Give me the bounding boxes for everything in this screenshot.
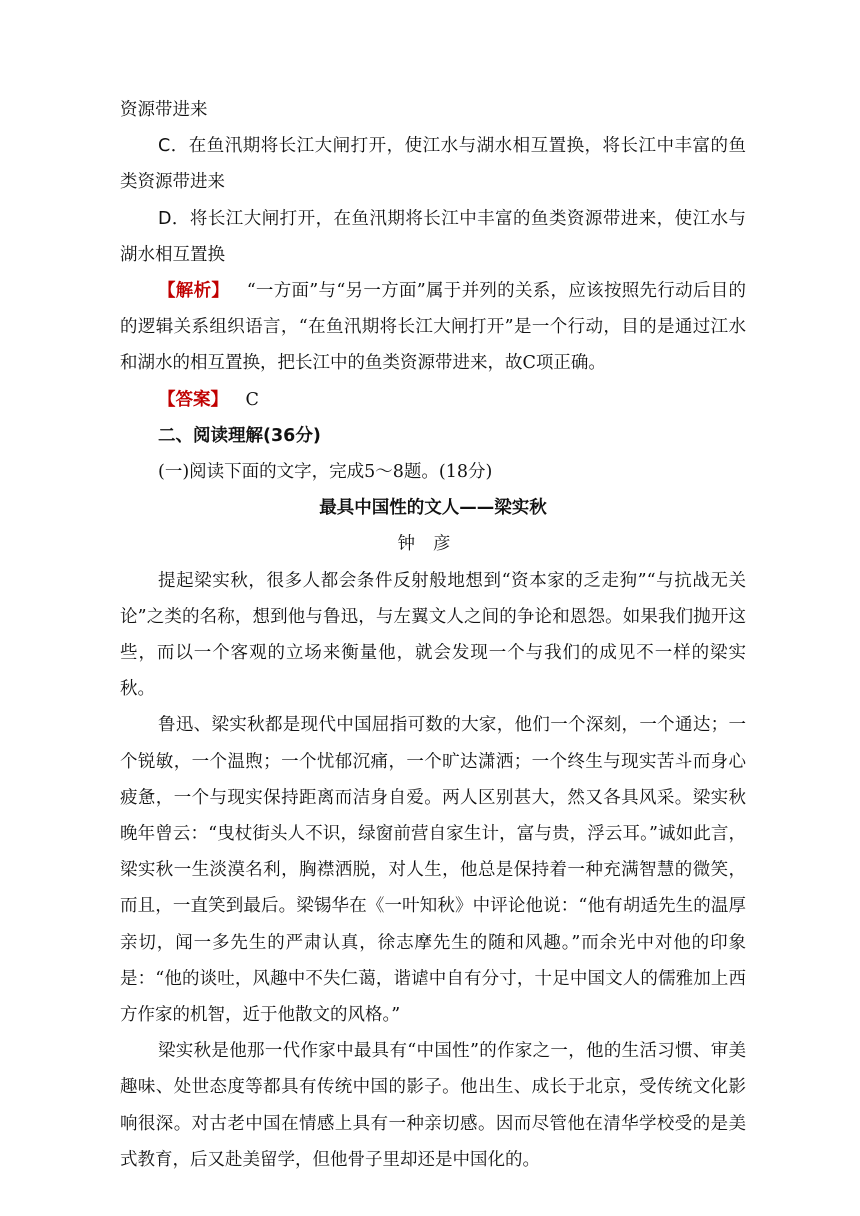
article-title: 最具中国性的文人——梁实秋 bbox=[319, 498, 547, 519]
answer bbox=[120, 382, 746, 418]
article-paragraph-1: 提起梁实秋，很多人都会条件反射般地想到“资本家的乏走狗”“与抗战无关论”之类的名称，想到他与鲁迅，与左翼文人之间的争论和恩怨。如果我们抛开这些，而以一个客观的立场来衡量他，就会发现一个与我们的成见不一样的梁实秋。 bbox=[120, 570, 746, 700]
option-b-continuation: 资源带进来 bbox=[120, 100, 208, 120]
analysis bbox=[120, 273, 746, 382]
analysis-text: “一方面”与“另一方面”属于并列的关系，应该按照先行动后目的的逻辑关系组织语言，“在鱼汛期将长江大闸打开”是一个行动，目的是通过江水和湖水的相互置换，把长江中的鱼类资源带进来，故C项正确。 bbox=[120, 281, 746, 374]
option-d bbox=[120, 201, 746, 273]
option-c bbox=[120, 128, 746, 200]
article-paragraph-2: 鲁迅、梁实秋都是现代中国屈指可数的大家，他们一个深刻，一个通达；一个锐敏，一个温煦；一个忧郁沉痛，一个旷达潇洒；一个终生与现实苦斗而身心疲惫，一个与现实保持距离而洁身自爱。两人区别甚大，然又各具风采。梁实秋晚年曾云：“曳杖街头人不识，绿窗前营自家生计，富与贵，浮云耳。”诚如此言，梁实秋一生淡漠名利，胸襟洒脱，对人生，他总是保持着一种充满智慧的微笑，而且，一直笑到最后。梁锡华在《一叶知秋》中评论他说：“他有胡适先生的温厚亲切，闻一多先生的严肃认真，徐志摩先生的随和风趣。”而余光中对他的印象是：“他的谈吐，风趣中不失仁蔼，谐谑中自有分寸，十足中国文人的儒雅加上西方作家的机智，近于他散文的风格。” bbox=[120, 715, 746, 1026]
article-paragraph-3: 梁实秋是他那一代作家中最具有“中国性”的作家之一，他的生活习惯、审美趣味、处世态度等都具有传统中国的影子。他出生、成长于北京，受传统文化影响很深。对古老中国在情感上具有一种亲切感。因而尽管他在清华学校受的是美式教育，后又赴美留学，但他骨子里却还是中国化的。 bbox=[120, 1041, 746, 1170]
answer-tag: 【答案】 bbox=[158, 389, 228, 410]
section-instruction: (一)阅读下面的文字，完成5～8题。(18分) bbox=[158, 462, 493, 483]
document-page bbox=[120, 92, 746, 1178]
option-c-text: 在鱼汛期将长江大闸打开，使江水与湖水相互置换，将长江中丰富的鱼类资源带进来 bbox=[120, 136, 746, 193]
option-d-text: 将长江大闸打开，在鱼汛期将长江中丰富的鱼类资源带进来，使江水与湖水相互置换 bbox=[120, 208, 746, 265]
article-author: 钟彦 bbox=[397, 534, 469, 555]
analysis-tag: 【解析】 bbox=[158, 281, 230, 302]
option-c-label: C． bbox=[158, 136, 189, 157]
answer-value: C bbox=[245, 389, 259, 410]
section-heading: 二、阅读理解(36分) bbox=[158, 425, 321, 446]
option-d-label: D． bbox=[158, 208, 190, 229]
